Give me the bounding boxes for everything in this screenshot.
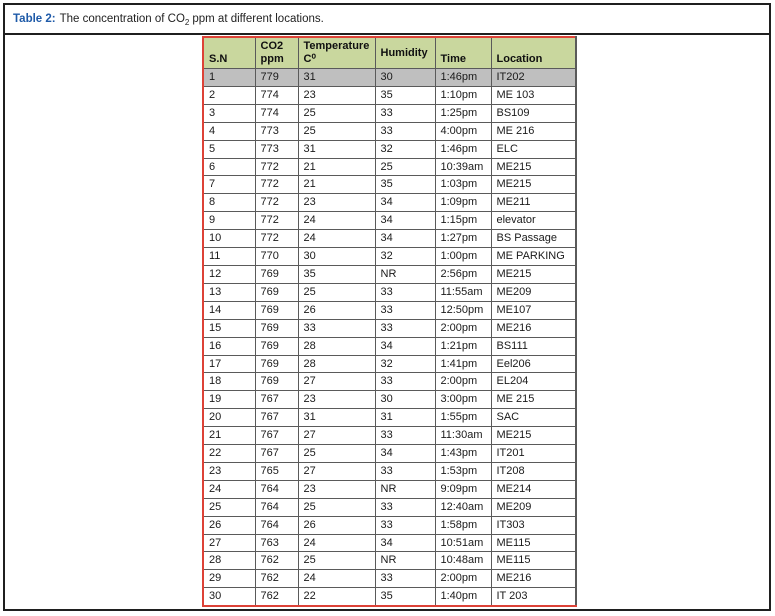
cell-humidity: 34 <box>375 337 435 355</box>
cell-sn: 21 <box>203 427 255 445</box>
cell-time: 10:48am <box>435 552 491 570</box>
table-row <box>203 570 576 588</box>
cell-temperature: 27 <box>298 462 375 480</box>
cell-location: ME107 <box>491 301 576 319</box>
cell-humidity: NR <box>375 265 435 283</box>
cell-temperature: 24 <box>298 212 375 230</box>
cell-location: ME215 <box>491 176 576 194</box>
cell-humidity: 32 <box>375 355 435 373</box>
cell-sn: 2 <box>203 86 255 104</box>
cell-sn: 27 <box>203 534 255 552</box>
table-row <box>203 194 576 212</box>
cell-time: 2:00pm <box>435 373 491 391</box>
cell-sn: 11 <box>203 248 255 266</box>
cell-time: 10:51am <box>435 534 491 552</box>
cell-sn: 28 <box>203 552 255 570</box>
cell-co2-ppm: 767 <box>255 445 298 463</box>
cell-location: IT 203 <box>491 588 576 606</box>
cell-location: SAC <box>491 409 576 427</box>
column-header-time: Time <box>435 37 491 69</box>
table-row <box>203 140 576 158</box>
cell-sn: 20 <box>203 409 255 427</box>
cell-co2-ppm: 769 <box>255 319 298 337</box>
cell-sn: 19 <box>203 391 255 409</box>
cell-co2-ppm: 769 <box>255 301 298 319</box>
cell-co2-ppm: 762 <box>255 570 298 588</box>
cell-humidity: 33 <box>375 104 435 122</box>
cell-co2-ppm: 773 <box>255 140 298 158</box>
table-row <box>203 176 576 194</box>
table-row <box>203 427 576 445</box>
cell-location: ME209 <box>491 498 576 516</box>
cell-time: 1:21pm <box>435 337 491 355</box>
cell-sn: 6 <box>203 158 255 176</box>
cell-sn: 5 <box>203 140 255 158</box>
table-row <box>203 355 576 373</box>
cell-temperature: 23 <box>298 480 375 498</box>
co2-subscript: 2 <box>184 18 190 28</box>
cell-temperature: 21 <box>298 176 375 194</box>
cell-temperature: 24 <box>298 534 375 552</box>
cell-humidity: NR <box>375 480 435 498</box>
cell-sn: 9 <box>203 212 255 230</box>
cell-time: 12:40am <box>435 498 491 516</box>
cell-co2-ppm: 764 <box>255 516 298 534</box>
cell-temperature: 26 <box>298 301 375 319</box>
table-row <box>203 319 576 337</box>
cell-co2-ppm: 769 <box>255 355 298 373</box>
cell-co2-ppm: 773 <box>255 122 298 140</box>
cell-location: ME215 <box>491 427 576 445</box>
table-row <box>203 480 576 498</box>
cell-temperature: 23 <box>298 194 375 212</box>
cell-temperature: 25 <box>298 122 375 140</box>
cell-humidity: 32 <box>375 140 435 158</box>
cell-temperature: 31 <box>298 140 375 158</box>
cell-sn: 7 <box>203 176 255 194</box>
cell-time: 1:58pm <box>435 516 491 534</box>
cell-humidity: 33 <box>375 122 435 140</box>
cell-location: BS109 <box>491 104 576 122</box>
table-row <box>203 265 576 283</box>
cell-temperature: 25 <box>298 552 375 570</box>
cell-temperature: 26 <box>298 516 375 534</box>
cell-location: ME115 <box>491 534 576 552</box>
cell-time: 1:53pm <box>435 462 491 480</box>
cell-co2-ppm: 770 <box>255 248 298 266</box>
cell-location: EL204 <box>491 373 576 391</box>
cell-time: 2:56pm <box>435 265 491 283</box>
cell-co2-ppm: 767 <box>255 391 298 409</box>
cell-sn: 30 <box>203 588 255 606</box>
cell-temperature: 21 <box>298 158 375 176</box>
cell-time: 12:50pm <box>435 301 491 319</box>
cell-time: 2:00pm <box>435 319 491 337</box>
table-row <box>203 86 576 104</box>
table-caption <box>5 5 769 35</box>
cell-temperature: 23 <box>298 391 375 409</box>
cell-temperature: 28 <box>298 355 375 373</box>
cell-sn: 23 <box>203 462 255 480</box>
column-header-location: Location <box>491 37 576 69</box>
cell-sn: 25 <box>203 498 255 516</box>
cell-humidity: 33 <box>375 319 435 337</box>
table-row <box>203 104 576 122</box>
cell-co2-ppm: 769 <box>255 265 298 283</box>
cell-humidity: 33 <box>375 462 435 480</box>
cell-temperature: 30 <box>298 248 375 266</box>
cell-time: 1:09pm <box>435 194 491 212</box>
cell-temperature: 25 <box>298 498 375 516</box>
caption-text-before: The concentration of CO <box>59 13 185 25</box>
cell-temperature: 22 <box>298 588 375 606</box>
cell-location: ME216 <box>491 319 576 337</box>
cell-temperature: 31 <box>298 409 375 427</box>
cell-time: 1:46pm <box>435 140 491 158</box>
table-row <box>203 122 576 140</box>
cell-location: ME216 <box>491 570 576 588</box>
cell-location: ME209 <box>491 283 576 301</box>
header-row <box>203 37 576 69</box>
cell-co2-ppm: 772 <box>255 158 298 176</box>
table-row <box>203 212 576 230</box>
cell-time: 1:00pm <box>435 248 491 266</box>
cell-sn: 1 <box>203 69 255 87</box>
cell-humidity: 33 <box>375 301 435 319</box>
cell-temperature: 25 <box>298 104 375 122</box>
table-row <box>203 391 576 409</box>
table-row <box>203 445 576 463</box>
cell-time: 1:46pm <box>435 69 491 87</box>
table-row <box>203 230 576 248</box>
table-row <box>203 409 576 427</box>
cell-humidity: 32 <box>375 248 435 266</box>
cell-humidity: 33 <box>375 373 435 391</box>
cell-temperature: 25 <box>298 445 375 463</box>
cell-humidity: NR <box>375 552 435 570</box>
cell-time: 1:10pm <box>435 86 491 104</box>
cell-location: IT202 <box>491 69 576 87</box>
cell-time: 11:30am <box>435 427 491 445</box>
cell-sn: 10 <box>203 230 255 248</box>
table-row <box>203 158 576 176</box>
table-row <box>203 516 576 534</box>
cell-co2-ppm: 772 <box>255 230 298 248</box>
cell-time: 1:40pm <box>435 588 491 606</box>
cell-temperature: 35 <box>298 265 375 283</box>
cell-time: 3:00pm <box>435 391 491 409</box>
table-row <box>203 283 576 301</box>
figure-frame <box>3 3 771 611</box>
cell-temperature: 24 <box>298 570 375 588</box>
cell-humidity: 30 <box>375 391 435 409</box>
cell-time: 1:25pm <box>435 104 491 122</box>
data-table <box>202 36 577 607</box>
table-row <box>203 498 576 516</box>
cell-co2-ppm: 764 <box>255 480 298 498</box>
cell-sn: 13 <box>203 283 255 301</box>
cell-location: ME215 <box>491 158 576 176</box>
cell-temperature: 23 <box>298 86 375 104</box>
cell-co2-ppm: 767 <box>255 409 298 427</box>
cell-humidity: 34 <box>375 534 435 552</box>
cell-temperature: 27 <box>298 427 375 445</box>
cell-humidity: 34 <box>375 212 435 230</box>
cell-location: IT303 <box>491 516 576 534</box>
cell-sn: 17 <box>203 355 255 373</box>
cell-humidity: 34 <box>375 194 435 212</box>
cell-sn: 12 <box>203 265 255 283</box>
cell-location: ME115 <box>491 552 576 570</box>
table-row <box>203 552 576 570</box>
cell-time: 1:55pm <box>435 409 491 427</box>
table-row <box>203 588 576 606</box>
cell-time: 1:15pm <box>435 212 491 230</box>
cell-co2-ppm: 774 <box>255 86 298 104</box>
cell-time: 1:03pm <box>435 176 491 194</box>
cell-sn: 16 <box>203 337 255 355</box>
cell-temperature: 33 <box>298 319 375 337</box>
cell-humidity: 33 <box>375 427 435 445</box>
cell-humidity: 33 <box>375 516 435 534</box>
caption-text-after: ppm at different locations. <box>192 13 324 25</box>
cell-co2-ppm: 769 <box>255 283 298 301</box>
cell-sn: 18 <box>203 373 255 391</box>
column-header-sn: S.N <box>203 37 255 69</box>
column-header-co2-ppm: CO2 ppm <box>255 37 298 69</box>
cell-sn: 3 <box>203 104 255 122</box>
cell-humidity: 25 <box>375 158 435 176</box>
cell-co2-ppm: 769 <box>255 337 298 355</box>
cell-time: 2:00pm <box>435 570 491 588</box>
table-row <box>203 301 576 319</box>
cell-humidity: 31 <box>375 409 435 427</box>
cell-co2-ppm: 764 <box>255 498 298 516</box>
cell-location: ME 103 <box>491 86 576 104</box>
cell-humidity: 33 <box>375 283 435 301</box>
cell-co2-ppm: 763 <box>255 534 298 552</box>
cell-co2-ppm: 762 <box>255 588 298 606</box>
cell-temperature: 27 <box>298 373 375 391</box>
cell-sn: 4 <box>203 122 255 140</box>
cell-location: BS Passage <box>491 230 576 248</box>
cell-sn: 29 <box>203 570 255 588</box>
cell-time: 10:39am <box>435 158 491 176</box>
cell-location: BS111 <box>491 337 576 355</box>
cell-time: 1:43pm <box>435 445 491 463</box>
cell-humidity: 35 <box>375 588 435 606</box>
cell-location: IT208 <box>491 462 576 480</box>
cell-temperature: 25 <box>298 283 375 301</box>
cell-time: 1:27pm <box>435 230 491 248</box>
cell-sn: 14 <box>203 301 255 319</box>
cell-co2-ppm: 774 <box>255 104 298 122</box>
cell-location: Eel206 <box>491 355 576 373</box>
cell-location: ME214 <box>491 480 576 498</box>
cell-co2-ppm: 772 <box>255 176 298 194</box>
cell-co2-ppm: 772 <box>255 212 298 230</box>
table-container <box>202 36 577 607</box>
cell-location: ELC <box>491 140 576 158</box>
table-row <box>203 248 576 266</box>
table-row <box>203 373 576 391</box>
cell-location: ME211 <box>491 194 576 212</box>
cell-location: IT201 <box>491 445 576 463</box>
cell-location: ME 215 <box>491 391 576 409</box>
cell-sn: 8 <box>203 194 255 212</box>
cell-humidity: 34 <box>375 230 435 248</box>
cell-co2-ppm: 767 <box>255 427 298 445</box>
cell-co2-ppm: 772 <box>255 194 298 212</box>
table-row <box>203 337 576 355</box>
table-row <box>203 69 576 87</box>
cell-humidity: 35 <box>375 86 435 104</box>
cell-humidity: 34 <box>375 445 435 463</box>
cell-sn: 15 <box>203 319 255 337</box>
cell-time: 9:09pm <box>435 480 491 498</box>
cell-sn: 24 <box>203 480 255 498</box>
cell-location: ME 216 <box>491 122 576 140</box>
cell-humidity: 35 <box>375 176 435 194</box>
column-header-temperature: Temperature C⁰ <box>298 37 375 69</box>
cell-humidity: 33 <box>375 570 435 588</box>
cell-co2-ppm: 765 <box>255 462 298 480</box>
table-row <box>203 462 576 480</box>
cell-time: 1:41pm <box>435 355 491 373</box>
cell-sn: 22 <box>203 445 255 463</box>
cell-humidity: 30 <box>375 69 435 87</box>
caption-label: Table 2: <box>13 13 56 25</box>
cell-sn: 26 <box>203 516 255 534</box>
cell-co2-ppm: 769 <box>255 373 298 391</box>
cell-humidity: 33 <box>375 498 435 516</box>
cell-temperature: 24 <box>298 230 375 248</box>
column-header-humidity: Humidity <box>375 37 435 69</box>
cell-co2-ppm: 779 <box>255 69 298 87</box>
cell-time: 11:55am <box>435 283 491 301</box>
cell-location: elevator <box>491 212 576 230</box>
table-body <box>203 69 576 607</box>
cell-temperature: 31 <box>298 69 375 87</box>
cell-temperature: 28 <box>298 337 375 355</box>
table-row <box>203 534 576 552</box>
cell-co2-ppm: 762 <box>255 552 298 570</box>
cell-location: ME PARKING <box>491 248 576 266</box>
cell-time: 4:00pm <box>435 122 491 140</box>
cell-location: ME215 <box>491 265 576 283</box>
